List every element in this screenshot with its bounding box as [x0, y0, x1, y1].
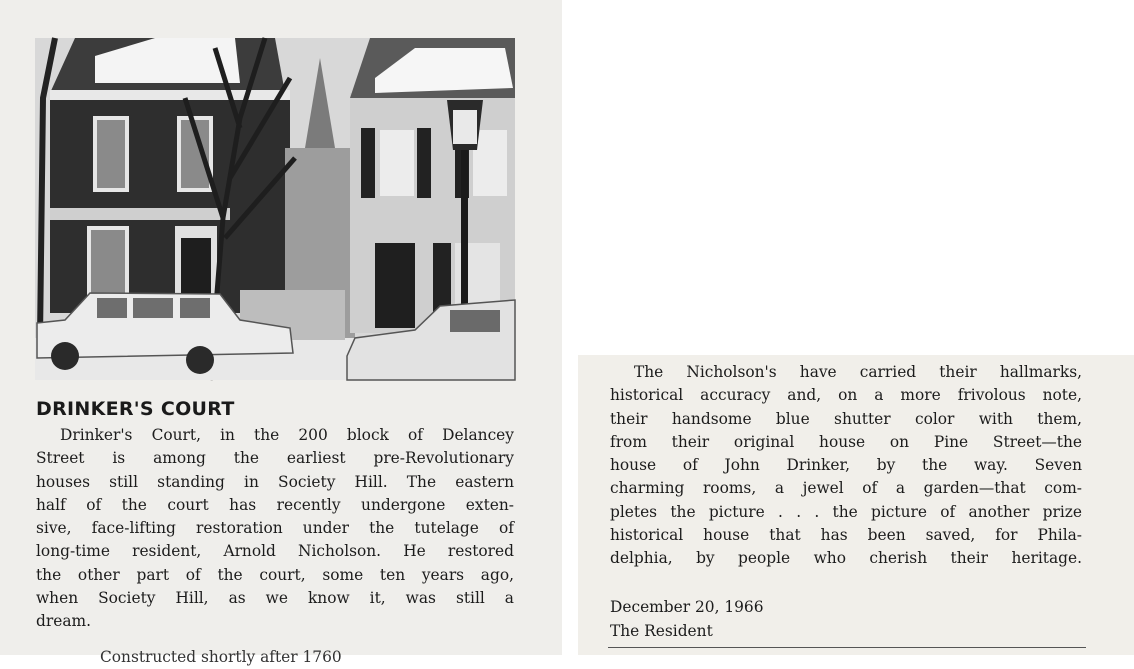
- cut-off-text-line: Constructed shortly after 1760: [100, 648, 342, 666]
- text-line: houses still standing in Society Hill. The eastern: [36, 472, 514, 491]
- text-line: their handsome blue shutter color with them,: [610, 409, 1082, 428]
- publication-source: The Resident: [610, 622, 713, 640]
- photo-drinkers-court: [35, 38, 515, 380]
- divider-rule: [608, 647, 1086, 648]
- text-line: delphia, by people who cherish their heritage.: [610, 549, 1082, 568]
- clipping-left: [0, 0, 562, 666]
- text-line: Drinker's Court, in the 200 block of Delancey: [60, 426, 514, 444]
- text-line: the other part of the court, some ten years ago,: [36, 565, 514, 584]
- clipping-right: [578, 355, 1134, 655]
- text-line: Street is among the earliest pre-Revolutionary: [36, 449, 514, 468]
- text-line: long-time resident, Arnold Nicholson. He restored: [36, 542, 514, 561]
- text-line: pletes the picture . . . the picture of another prize: [610, 502, 1082, 521]
- text-line: house of John Drinker, by the way. Seven: [610, 456, 1082, 475]
- text-line: half of the court has recently undergone exten-: [36, 495, 514, 514]
- article-heading: DRINKER'S COURT: [36, 398, 235, 420]
- text-line: from their original house on Pine Street—the: [610, 432, 1082, 451]
- article-body-left: [36, 424, 514, 634]
- article-body-right: [610, 361, 1082, 571]
- text-line: historical house that has been saved, for Phila-: [610, 526, 1082, 545]
- text-line: The Nicholson's have carried their hallmarks,: [634, 363, 1082, 381]
- photo-illustration: [35, 38, 515, 380]
- text-line: historical accuracy and, on a more frivolous note,: [610, 386, 1082, 405]
- text-line: when Society Hill, as we know it, was still a: [36, 589, 514, 608]
- text-line: sive, face-lifting restoration under the tutelage of: [36, 519, 514, 538]
- text-line: dream.: [36, 612, 91, 631]
- text-line: charming rooms, a jewel of a garden—that com-: [610, 479, 1082, 498]
- signature-block: [610, 595, 764, 643]
- publication-date: December 20, 1966: [610, 598, 764, 616]
